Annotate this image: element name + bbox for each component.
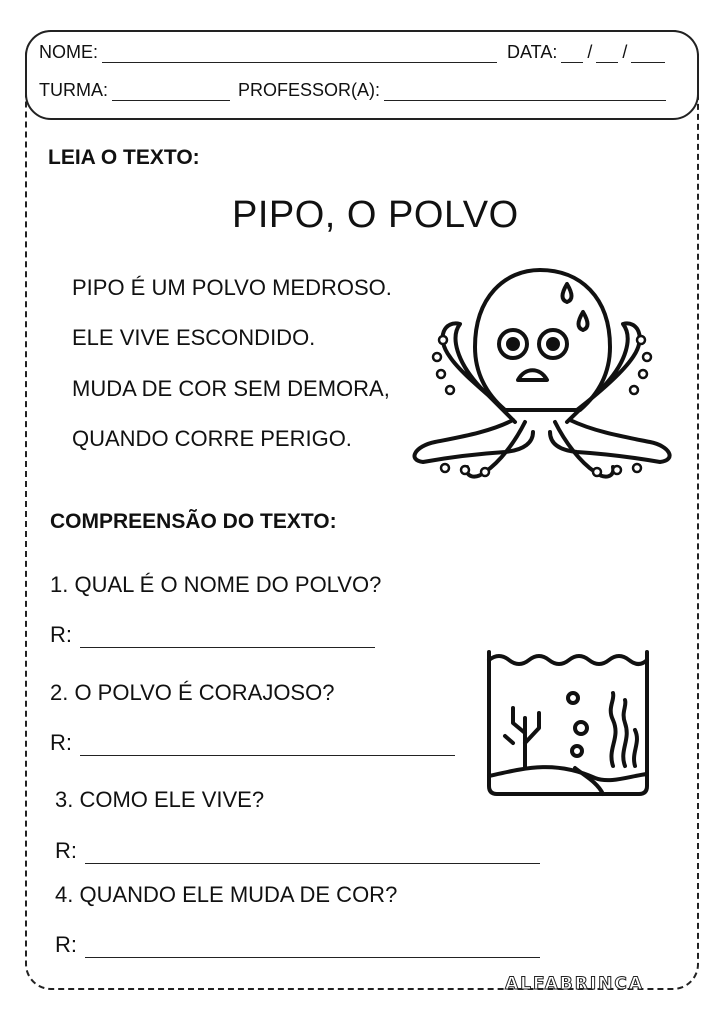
name-field[interactable] — [102, 46, 497, 63]
date-day-field[interactable] — [561, 46, 583, 63]
question-1: 1. QUAL É O NOME DO POLVO? — [50, 572, 382, 597]
story-line-3: MUDA DE COR SEM DEMORA, — [72, 376, 390, 401]
question-2: 2. O POLVO É CORAJOSO? — [50, 680, 335, 705]
answer-label: R: — [50, 730, 72, 755]
scared-octopus-icon — [405, 262, 675, 502]
teacher-field[interactable] — [384, 84, 666, 101]
question-3: 3. COMO ELE VIVE? — [55, 787, 265, 812]
answer-label: R: — [55, 838, 77, 863]
name-label: NOME: — [39, 42, 99, 62]
class-field[interactable] — [112, 84, 230, 101]
student-info-header — [25, 30, 699, 120]
answer-2-field[interactable] — [80, 737, 455, 756]
answer-label: R: — [55, 932, 77, 957]
teacher-label: PROFESSOR(A): — [238, 80, 381, 100]
story-line-2: ELE VIVE ESCONDIDO. — [72, 325, 316, 350]
date-month-field[interactable] — [596, 46, 618, 63]
answer-4-field[interactable] — [85, 939, 540, 958]
answer-label: R: — [50, 622, 72, 647]
class-label: TURMA: — [39, 80, 108, 100]
story-line-1: PIPO É UM POLVO MEDROSO. — [72, 275, 392, 300]
answer-3-field[interactable] — [85, 845, 540, 864]
brand-logo: ALFABRINCA — [505, 974, 645, 994]
answer-row-1 — [50, 622, 379, 648]
answer-1-field[interactable] — [80, 629, 375, 648]
comprehension-section-label: COMPREENSÃO DO TEXTO: — [50, 510, 337, 533]
name-row: NOME: DATA: / / — [39, 42, 669, 63]
answer-row-3 — [55, 838, 544, 864]
story-line-4: QUANDO CORRE PERIGO. — [72, 426, 352, 451]
story-title: PIPO, O POLVO — [232, 194, 519, 236]
date-year-field[interactable] — [631, 46, 665, 63]
reading-section-label: LEIA O TEXTO: — [48, 146, 200, 169]
date-label: DATA: — [507, 42, 558, 62]
question-4: 4. QUANDO ELE MUDA DE COR? — [55, 882, 398, 907]
answer-row-4 — [55, 932, 544, 958]
answer-row-2 — [50, 730, 459, 756]
aquarium-icon — [485, 648, 651, 798]
class-row — [39, 80, 670, 101]
